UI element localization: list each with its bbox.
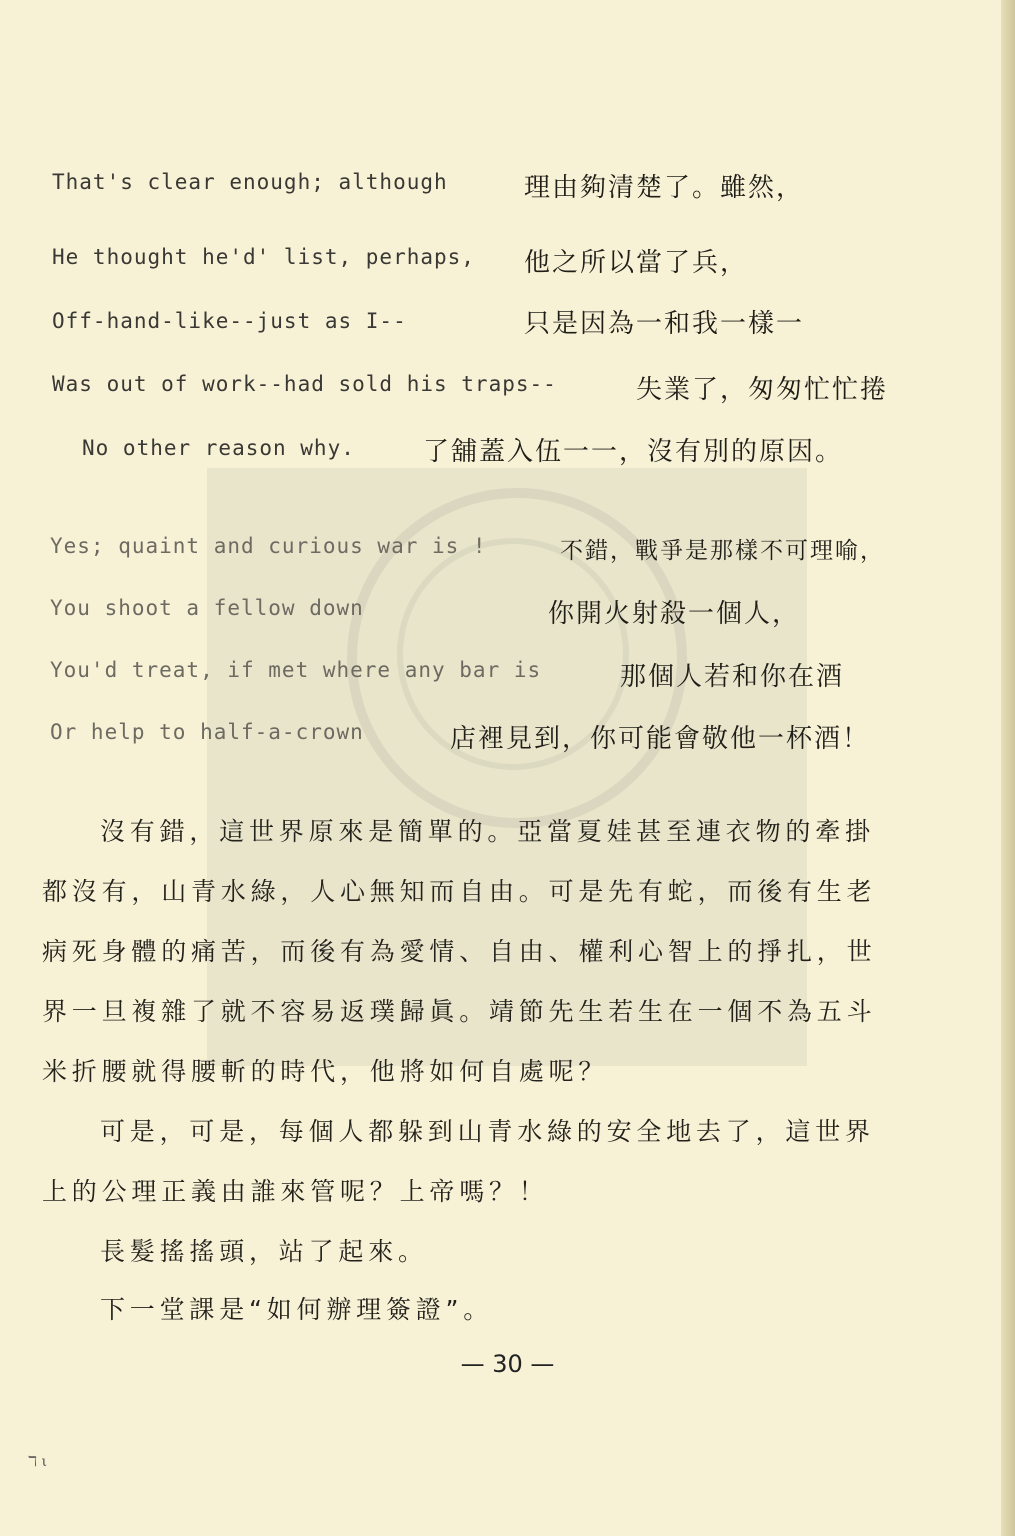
prose-line: 上的公理正義由誰來管呢？上帝嗎？！: [42, 1177, 549, 1206]
prose-line: 下一堂課是“如何辦理簽證”。: [100, 1295, 494, 1324]
page-edge: [1001, 0, 1015, 1536]
poem-line-zh: 那個人若和你在酒: [620, 662, 845, 692]
prose-line: 長髮搖搖頭，站了起來。: [100, 1237, 428, 1266]
poem-line-en: No other reason why.: [82, 436, 355, 460]
poem-line-en: Was out of work--had sold his traps--: [52, 372, 557, 396]
poem-line-zh: 不錯，戰爭是那樣不可理喻，: [560, 538, 885, 564]
page-number: — 30 —: [460, 1350, 555, 1378]
prose-line: 沒有錯，這世界原來是簡單的。亞當夏娃甚至連衣物的牽掛: [100, 817, 875, 846]
poem-line-en: That's clear enough; although: [52, 170, 448, 194]
prose-line: 病死身體的痛苦，而後有為愛情、自由、權利心智上的掙扎，世: [42, 937, 877, 966]
poem-line-zh: 只是因為一和我一樣一: [524, 309, 805, 339]
poem-line-zh: 了舖蓋入伍一一，沒有別的原因。: [423, 437, 844, 467]
poem-line-zh: 他之所以當了兵，: [524, 248, 749, 278]
poem-line-zh: 失業了，匆匆忙忙捲: [636, 375, 889, 405]
corner-mark: ℸ ι: [28, 1454, 47, 1470]
poem-line-en: Off-hand-like--just as I--: [52, 309, 407, 333]
poem-line-zh: 你開火射殺一個人，: [548, 599, 801, 629]
poem-line-en: You shoot a fellow down: [50, 596, 364, 620]
prose-line: 界一旦複雜了就不容易返璞歸眞。靖節先生若生在一個不為五斗: [42, 997, 877, 1026]
poem-line-en: Or help to half-a-crown: [50, 720, 364, 744]
poem-line-zh: 店裡見到，你可能會敬他一杯酒！: [450, 724, 871, 754]
poem-line-en: He thought he'd' list, perhaps,: [52, 245, 475, 269]
prose-line: 可是，可是，每個人都躲到山青水綠的安全地去了，這世界: [100, 1117, 875, 1146]
poem-line-zh: 理由夠清楚了。雖然，: [524, 173, 805, 203]
prose-line: 米折腰就得腰斬的時代，他將如何自處呢？: [42, 1057, 609, 1086]
poem-line-en: You'd treat, if met where any bar is: [50, 658, 542, 682]
poem-line-en: Yes; quaint and curious war is !: [50, 534, 487, 558]
prose-line: 都沒有，山青水綠，人心無知而自由。可是先有蛇，而後有生老: [42, 877, 877, 906]
